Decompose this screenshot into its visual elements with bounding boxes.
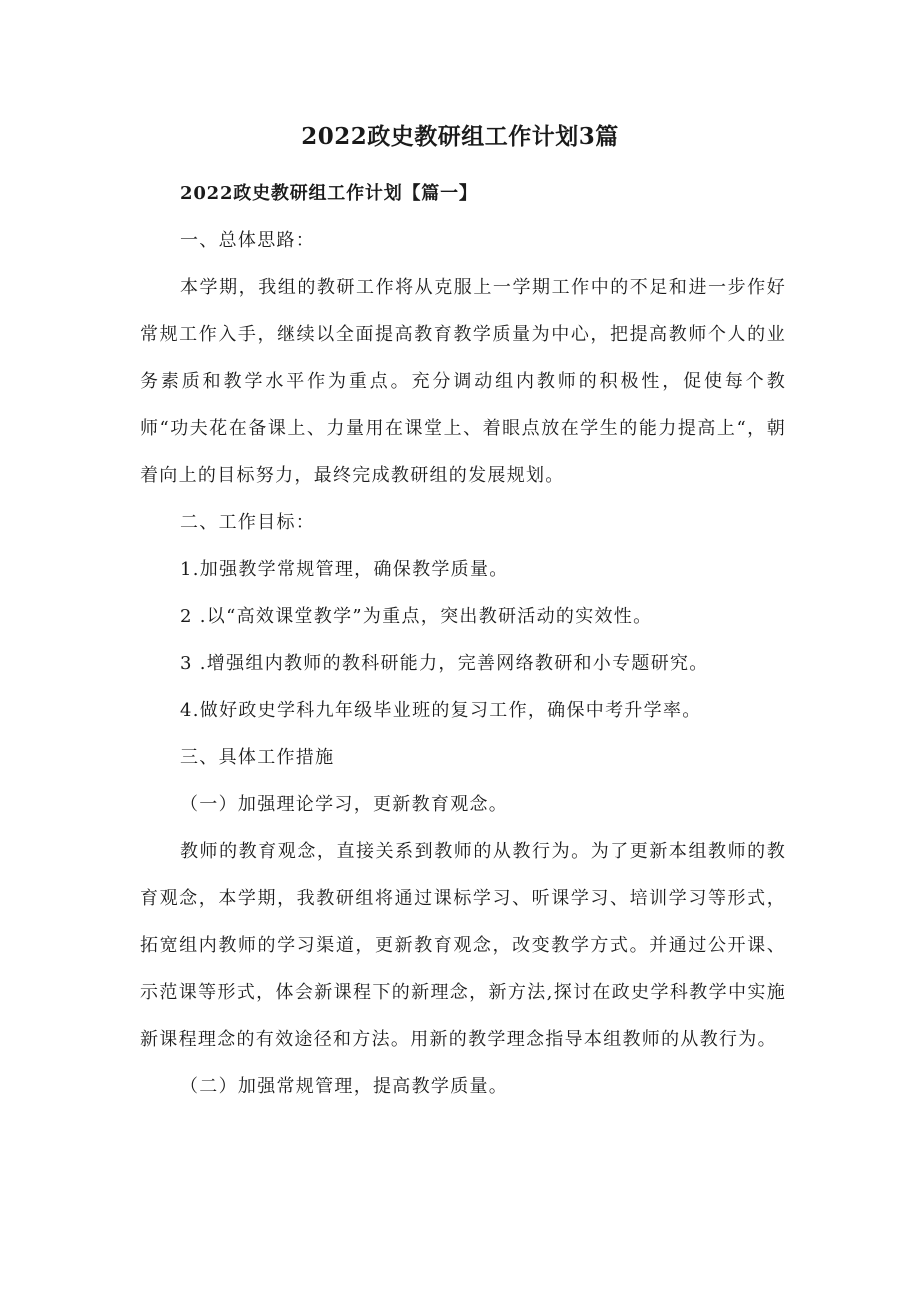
goal-item-3: 3 .增强组内教师的教科研能力，完善网络教研和小专题研究。 [180, 653, 709, 674]
heading-measures: 三、具体工作措施 [180, 747, 335, 768]
heading-work-goals: 二、工作目标： [180, 512, 316, 533]
paragraph-overall-idea: 本学期，我组的教研工作将从克服上一学期工作中的不足和进一步作好常规工作入手，继续以全面提高教育教学质量为中心，把提高教师个人的业务素质和教学水平作为重点。充分调动组内教师的积极性，促使每个教师“功夫花在备课上、力量用在课堂上、着眼点放在学生的能力提高上“，朝着向上的目标努力，最终完成教研组的发展规划。 [140, 277, 786, 486]
subheading-routine-management: （二）加强常规管理，提高教学质量。 [180, 1076, 509, 1097]
document-body [140, 170, 786, 1110]
subheading-theory-study: （一）加强理论学习，更新教育观念。 [180, 794, 509, 815]
goal-item-2: 2 .以“高效课堂教学”为重点，突出教研活动的实效性。 [180, 606, 653, 627]
goal-item-1: 1.加强教学常规管理，确保教学质量。 [180, 559, 509, 580]
heading-overall-idea: 一、总体思路： [180, 230, 316, 251]
paragraph-theory-study: 教师的教育观念，直接关系到教师的从教行为。为了更新本组教师的教育观念，本学期，我教研组将通过课标学习、听课学习、培训学习等形式，拓宽组内教师的学习渠道，更新教育观念，改变教学方式。并通过公开课、示范课等形式，体会新课程下的新理念，新方法,探讨在政史学科教学中实施新课程理念的有效途径和方法。用新的教学理念指导本组教师的从教行为。 [140, 841, 786, 1050]
document-title: 2022政史教研组工作计划3篇 [301, 123, 619, 150]
section-subtitle: 2022政史教研组工作计划【篇一】 [180, 183, 478, 204]
goal-item-4: 4.做好政史学科九年级毕业班的复习工作，确保中考升学率。 [180, 700, 702, 721]
